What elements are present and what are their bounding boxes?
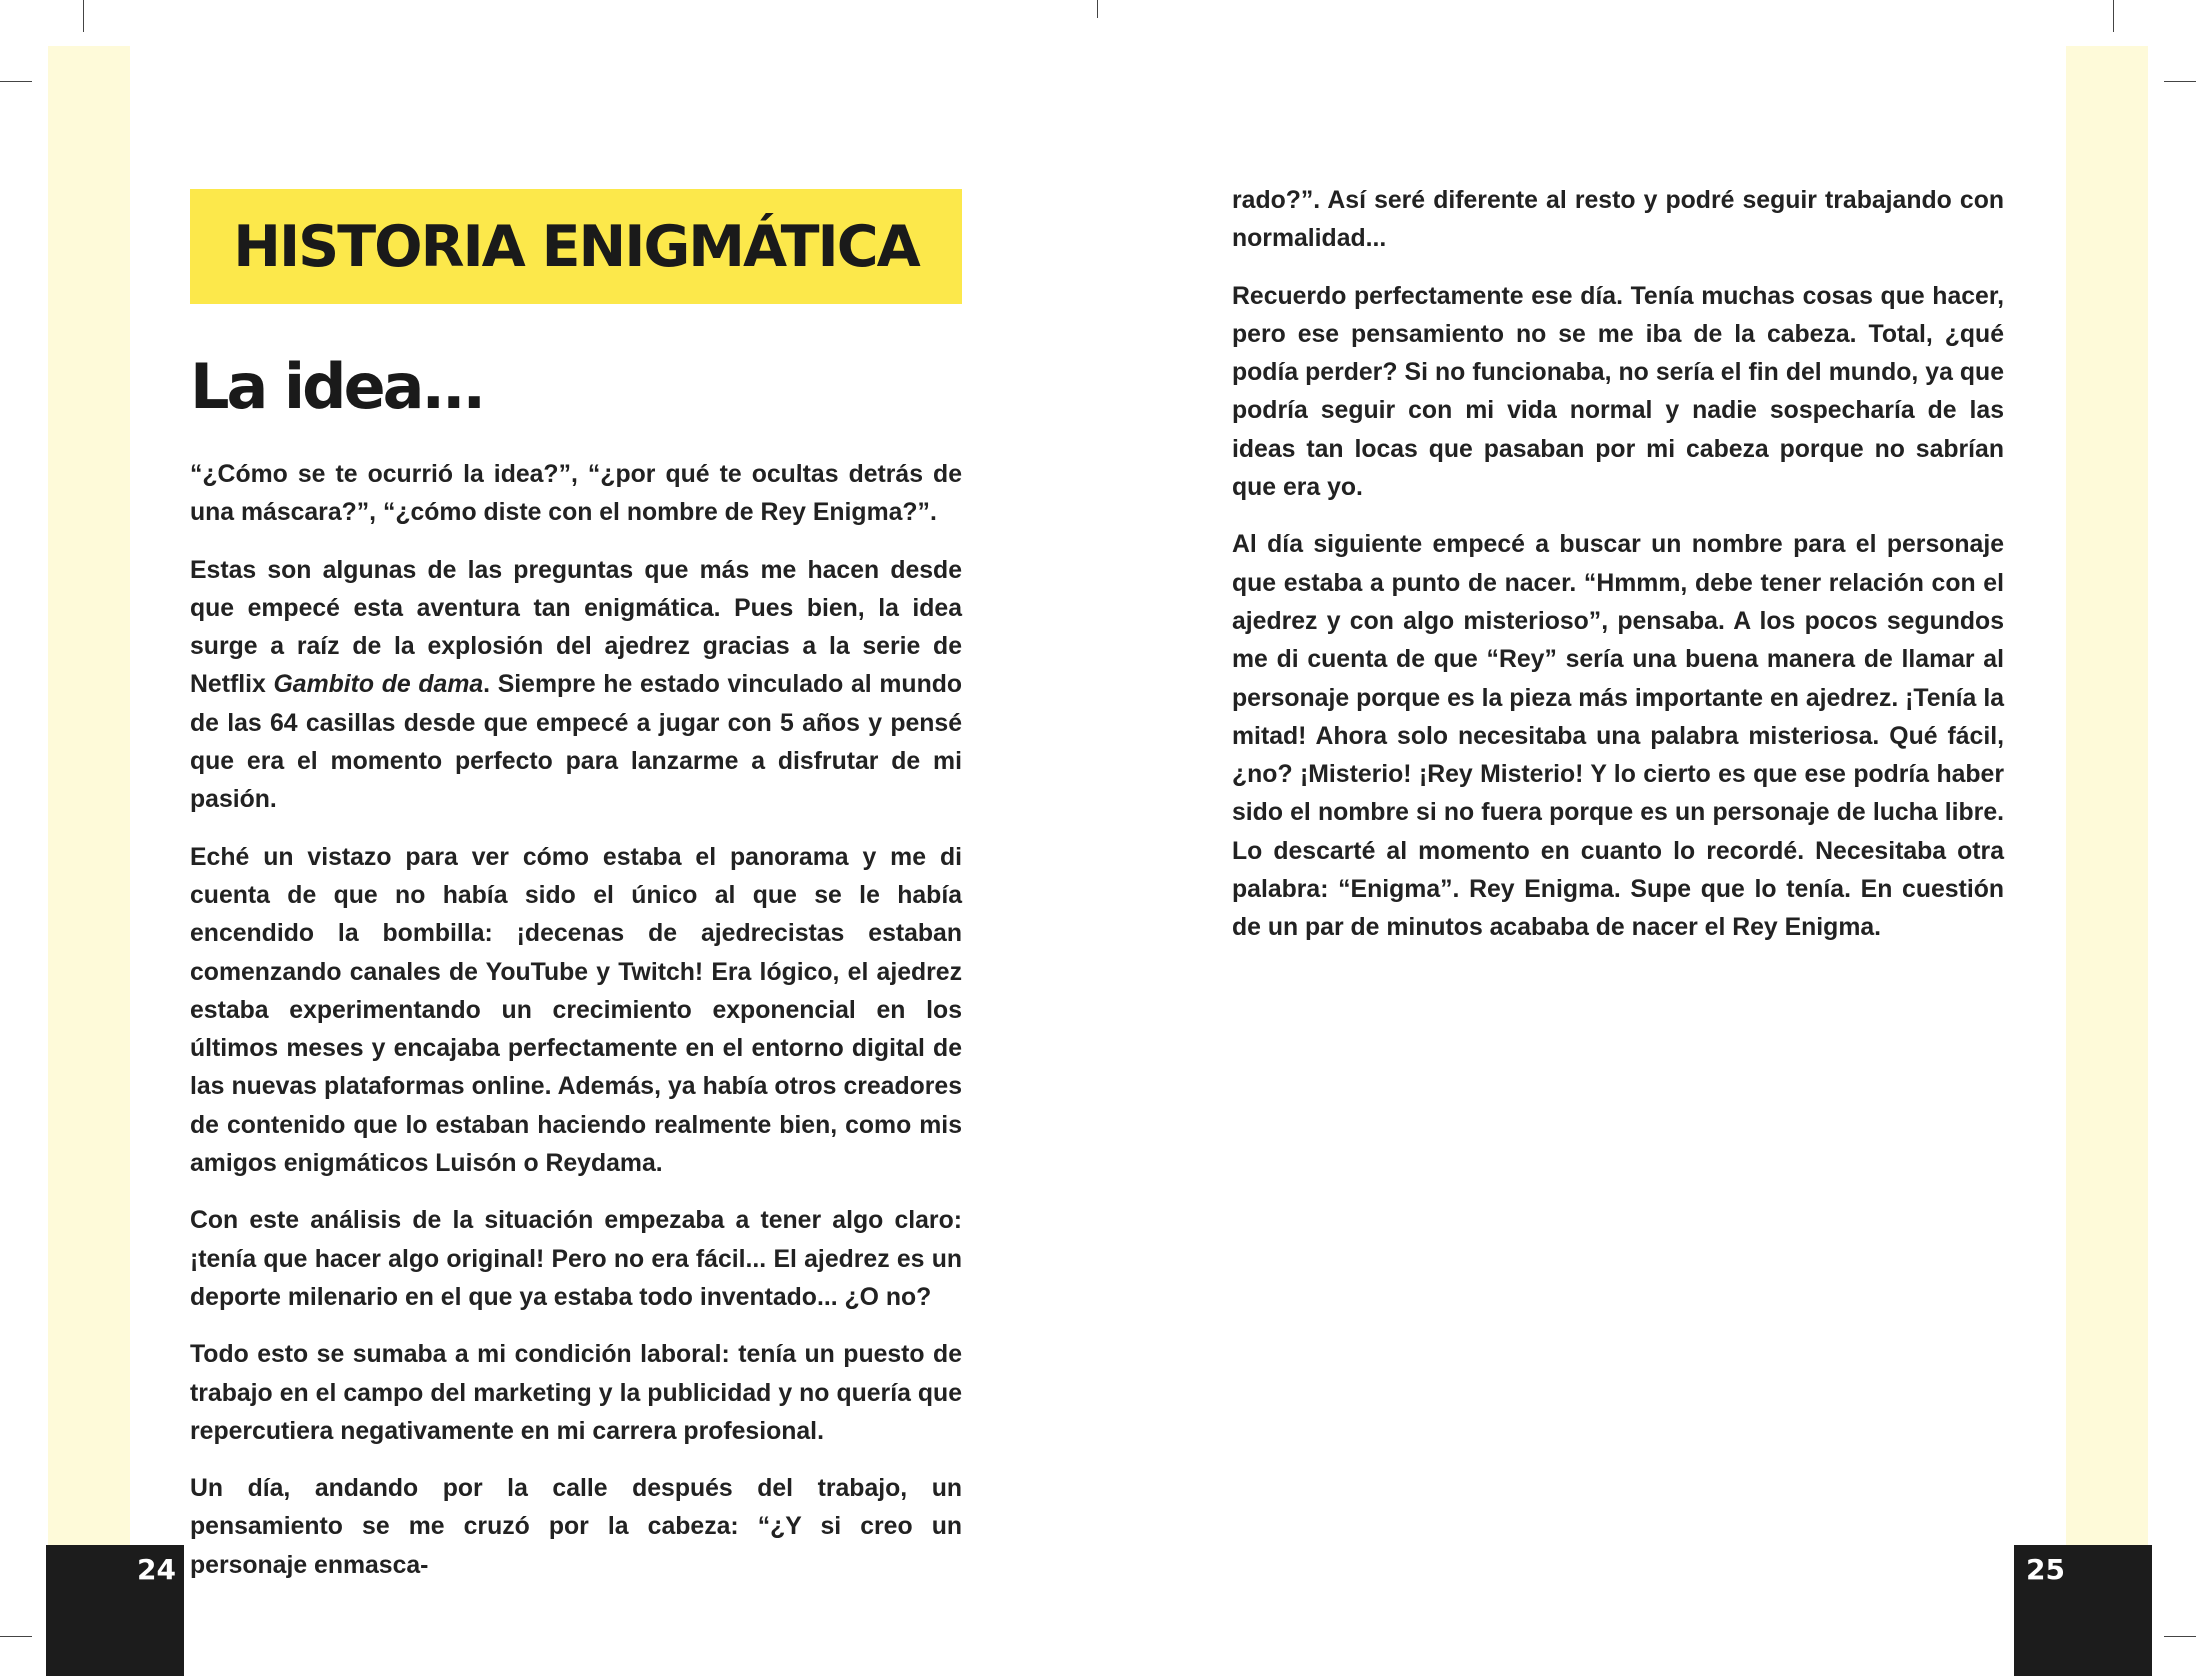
crop-mark xyxy=(0,81,32,82)
right-page-body xyxy=(1232,182,2004,967)
left-page-number: 24 xyxy=(137,1553,176,1586)
paragraph: Al día siguiente empecé a buscar un nombre para el personaje que estaba a punto de nacer. “Hmmm, debe tener relación con el ajedrez y con algo misterioso”, pensaba. A los pocos segundos me di cuenta de que “Rey” sería una buena manera de llamar al personaje porque es la pieza más importante en ajedrez. ¡Tenía la mitad! Ahora solo necesitaba una palabra misteriosa. Qué fácil, ¿no? ¡Misterio! ¡Rey Misterio! Y lo cierto es que ese podría haber sido el nombre si no fuera porque es un personaje de lucha libre. Lo descarté al momento en cuanto lo recordé. Necesitaba otra palabra: “Enigma”. Rey Enigma. Supe que lo tenía. En cuestión de un par de minutos acababa de nacer el Rey Enigma. xyxy=(1232,531,2004,942)
left-margin-strip xyxy=(48,46,130,1546)
crop-mark xyxy=(2113,0,2114,32)
section-banner xyxy=(190,189,962,304)
chapter-title: La idea... xyxy=(190,350,484,423)
paragraph: Eché un vistazo para ver cómo estaba el panorama y me di cuenta de que no había sido el único al que se le había encendido la bombilla: ¡decenas de ajedrecistas estaban comenzando canales de YouTube y Twitch! Era lógico, el ajedrez estaba experimentando un crecimiento exponencial en los últimos meses y encajaba perfectamente en el entorno digital de las nuevas plataformas online. Además, ya había otros creadores de contenido que lo estaban haciendo realmente bien, como mis amigos enigmáticos Luisón o Reydama. xyxy=(190,843,962,1178)
crop-mark xyxy=(1097,0,1098,18)
netflix-series-title: Gambito de dama xyxy=(273,671,484,699)
left-page-body xyxy=(190,456,962,1604)
section-label: HISTORIA ENIGMÁTICA xyxy=(233,213,919,280)
paragraph: Todo esto se sumaba a mi condición laboral: tenía un puesto de trabajo en el campo del marketing y la publicidad y no quería que repercutiera negativamente en mi carrera profesional. xyxy=(190,1341,962,1445)
right-margin-strip xyxy=(2066,46,2148,1546)
crop-mark xyxy=(83,0,84,32)
crop-mark xyxy=(2164,81,2196,82)
paragraph: Recuerdo perfectamente ese día. Tenía muchas cosas que hacer, pero ese pensamiento no se me iba de la cabeza. Total, ¿qué podía perder? Si no funcionaba, no sería el fin del mundo, ya que podría seguir con mi vida normal y nadie sospecharía de las ideas tan locas que pasaban por mi cabeza porque no sabrían que era yo. xyxy=(1232,282,2004,502)
crop-mark xyxy=(0,1636,32,1637)
paragraph: Un día, andando por la calle después del trabajo, un pensamiento se me cruzó por la cabeza: “¿Y si creo un personaje enmasca- xyxy=(190,1475,962,1579)
right-page-number: 25 xyxy=(2026,1553,2065,1586)
crop-mark xyxy=(2164,1636,2196,1637)
paragraph: Con este análisis de la situación empezaba a tener algo claro: ¡tenía que hacer algo original! Pero no era fácil... El ajedrez es un deporte milenario en el que ya estaba todo inventado... ¿O no? xyxy=(190,1207,962,1311)
paragraph: “¿Cómo se te ocurrió la idea?”, “¿por qué te ocultas detrás de una máscara?”, “¿cómo diste con el nombre de Rey Enigma?”. xyxy=(190,461,962,527)
paragraph: rado?”. Así seré diferente al resto y podré seguir trabajando con normalidad... xyxy=(1232,187,2004,253)
paragraph: Estas son algunas de las preguntas que más me hacen desde que empecé esta aventura tan enigmática. Pues bien, la idea surge a raíz de la explosión del ajedrez gracias a la serie de Netflix Gambito de dama. Siempre he estado vinculado al mundo de las 64 casillas desde que empecé a jugar con 5 años y pensé que era el momento perfecto para lanzarme a disfrutar de mi pasión. xyxy=(190,556,963,814)
